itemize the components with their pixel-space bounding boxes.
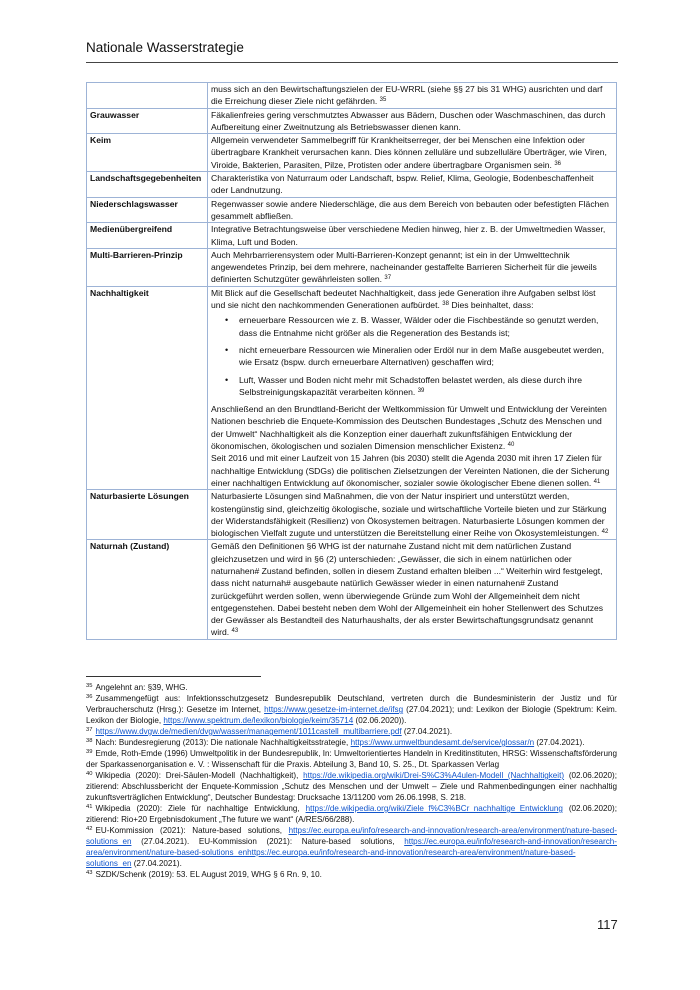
footnote-text: EU-Kommission (2021): Nature-based solutions, [95, 826, 289, 835]
glossary-table [86, 82, 617, 640]
footnote [86, 869, 617, 880]
glossary-row [87, 108, 617, 134]
footnote-text: (02.06.2020); zitierend: Abschlussbericht der Enquete-Kommission „Schutz des Menschen und der Umwelt – Ziele und Rahmenbedingungen einer nachhaltig zukunftsverträglichen Entwicklung“, Deutscher Bundestag: Drucksache 13/11200 vom 26.06.1998, S. 218. [86, 771, 617, 802]
definition-paragraph [211, 287, 612, 312]
glossary-row-nachhaltigkeit [87, 286, 617, 489]
footnote [86, 726, 617, 737]
glossary-term: Multi-Barrieren-Prinzip [87, 248, 208, 286]
footnote-text: (27.04.2021). EU-Kommission (2021): Nature-based solutions, [131, 837, 405, 846]
brundtland-text: Anschließend an den Brundtland-Bericht der Weltkommission für Umwelt und Entwicklung der Vereinten Nationen beschrieb die Enquete-Kommission des Deutschen Bundestages „Schutz des Menschen und der Umwelt“ Nachhaltigkeit als die Konzeption einer dauerhaft zukunftsfähigen Entwicklung der ökonomischen, ökologischen und sozialen Dimension menschlicher Existenz. [211, 404, 607, 452]
bullet-text: erneuerbare Ressourcen wie z. B. Wasser, Wälder oder die Fischbestände so genutzt werden, dass die Entnahme nicht größer als die Regeneration des Bestands ist; [239, 315, 599, 338]
footnote-text: Wikipedia (2020): Ziele für nachhaltige Entwicklung, [95, 804, 306, 813]
brundtland-footnote-ref: 40 [507, 442, 515, 449]
footnote-number: 41 [86, 804, 93, 810]
bullet-list [211, 314, 612, 398]
footnote-text: (02.06.2020); zitierend: Rio+20 Ergebnisdokument „The future we want“ (A/RES/66/288). [86, 804, 617, 824]
footnote-number: 39 [86, 749, 93, 755]
definition-text: Gemäß den Definitionen §6 WHG ist der naturnahe Zustand nicht mit dem natürlichen Zustand gleichzusetzen und wird in §6 (2) unterschieden: „Gewässer, die sich in einem natürlichen oder naturnahen# Zustand befinden, sollen in diesem Zustand erhalten bleiben ...“ Weiterhin wird festgelegt, dass nicht naturnah# ausgebaute natürlich Gewässer wieder in einen naturnahen# Zustand zurückgeführt werden sollen, wenn überwiegende Gründe zum Wohl der Allgemeinheit dem nicht entgegenstehen. Dabei besteht neben dem Wohl der Allgemeinheit ein hoher Stellenwert des Schutzes der Gewässer als Bestandteil des Naturhaushalts, der als erster Bewirtschaftungsgrundsatz genannt wird. [211, 541, 604, 638]
page-header-title: Nationale Wasserstrategie [86, 40, 244, 55]
definition-text: Naturbasierte Lösungen sind Maßnahmen, die von der Natur inspiriert und unterstützt werden, kostengünstig sind, gleichzeitig ökologische, soziale und wirtschaftliche Vorteile bieten und zur Stärkung der Widerstandsfähigkeit (Resilienz) von Ökosystemen beitragen. Naturbasierte Lösungen kommen der biologischen Vielfalt zugute und unterstützen die Bereitstellung einer Reihe von Ökosystemleistungen. [211, 491, 607, 539]
footnote-text: (27.04.2021). [534, 738, 585, 747]
footnote-link[interactable]: https://www.umweltbundesamt.de/service/glossar/n [350, 738, 535, 747]
footnote-text: Wikipedia (2020): Drei-Säulen-Modell (Nachhaltigkeit), [95, 771, 304, 780]
intro-footnote-ref: 38 [442, 301, 449, 308]
definition-footnote-ref: 35 [379, 97, 387, 104]
footnote-link[interactable]: https://www.dvgw.de/medien/dvgw/wasser/management/1011castell_multibarriere.pdf [95, 727, 402, 736]
glossary-term [87, 83, 208, 109]
definition-text: Allgemein verwendeter Sammelbegriff für Krankheitserreger, der bei Menschen eine Infektion oder übertragbare Krankheit verursachen kann. Dies können zelluläre und subzelluläre Überträger, wie Viren, Viroide, Bakterien, Parasiten, Pilze, Protisten oder andere übertragbare Organismen sein. [211, 135, 607, 170]
glossary-definition [208, 108, 617, 134]
footnote [86, 770, 617, 803]
footnote [86, 825, 617, 869]
footnote-link[interactable]: https://ec.europa.eu/info/research-and-innovation/research-area/environment/nature-based-solutions_en [86, 826, 617, 846]
footnote-number: 38 [86, 738, 93, 744]
footnotes [86, 682, 617, 880]
page-number: 117 [597, 917, 618, 932]
footnote-divider [86, 676, 261, 677]
definition-text: Fäkalienfreies gering verschmutztes Abwasser aus Bädern, Duschen oder Waschmaschinen, das durch Aufbereitung einer Zweitnutzung als Betriebswasser dienen kann. [211, 109, 606, 132]
glossary-row [87, 223, 617, 249]
glossary-term: Keim [87, 134, 208, 172]
bullet-text: Luft, Wasser und Boden nicht mehr mit Schadstoffen belastet werden, als diese durch ihre Selbstreinigungskapazität verarbeiten können. [239, 374, 582, 397]
footnote [86, 737, 617, 748]
footnote-number: 36 [86, 694, 93, 700]
definition-footnote-ref: 43 [231, 628, 239, 635]
footnote-text: SZDK/Schenk (2019): 53. EL August 2019, WHG § 6 Rn. 9, 10. [95, 870, 322, 879]
glossary-row [87, 248, 617, 286]
glossary-row [87, 134, 617, 172]
footnote-text: Emde, Roth-Emde (1996) Umweltpolitik in der Bundesrepublik, In: Umweltorientiertes Handeln in Kreditinstituten, HRSG: Wissenschaftsförderung der Sparkassenorganisation e. V. : Wissenschaft für die Praxis. Abteilung 3, Band 10, S. 25., Dt. Sparkassen Verlag [86, 749, 617, 769]
glossary-term: Niederschlagswasser [87, 197, 208, 223]
footnote-text: (27.04.2021); und: Lexikon der Biologie (Spektrum: Keim. Lexikon der Biologie, [86, 705, 617, 725]
definition-paragraph [211, 452, 612, 489]
intro-text: Mit Blick auf die Gesellschaft bedeutet Nachhaltigkeit, dass jede Generation ihre Aufgaben selbst löst und sie nicht den nachkommenden Generationen aufbürdet. [211, 287, 596, 311]
glossary-term: Naturbasierte Lösungen [87, 490, 208, 540]
footnote [86, 682, 617, 693]
footnote-link[interactable]: https://www.gesetze-im-internet.de/ifsg [264, 705, 404, 714]
glossary-term: Grauwasser [87, 108, 208, 134]
footnote-text: (02.06.2020)). [353, 716, 407, 725]
bullet-item [211, 314, 612, 339]
footnote-link[interactable]: https://ec.europa.eu/info/research-and-innovation/research-area/environment/nature-based-solutions_enhttps://ec.europa.eu/info/research-and-innovation/research-area/environment/nature-based-solutions_en [86, 837, 617, 868]
glossary-term: Naturnah (Zustand) [87, 540, 208, 639]
glossary-definition [208, 248, 617, 286]
glossary-row [87, 172, 617, 198]
definition-text: Integrative Betrachtungsweise über verschiedene Medien hinweg, hier z. B. der Umweltmedien Wasser, Klima, Luft und Boden. [211, 224, 606, 247]
definition-text: Charakteristika von Naturraum oder Landschaft, bspw. Relief, Klima, Geologie, Bodenbeschaffenheit oder Landnutzung. [211, 173, 594, 196]
glossary-term: Landschaftsgegebenheiten [87, 172, 208, 198]
bullet-footnote-ref: 39 [417, 387, 425, 394]
glossary-row [87, 83, 617, 109]
definition-footnote-ref: 37 [384, 275, 392, 282]
footnote-number: 42 [86, 826, 93, 832]
glossary-definition [208, 83, 617, 109]
definition-text: Auch Mehrbarrierensystem oder Multi-Barrieren-Konzept genannt; ist ein in der Umwelttechnik angewendetes Prinzip, bei dem mehrere, nacheinander gestaffelte Barrieren Sicherheit für die jeweils definierten Schutzgüter gewährleisten sollen. [211, 249, 597, 285]
footnote-link[interactable]: https://de.wikipedia.org/wiki/Ziele_f%C3%BCr_nachhaltige_Entwicklung [305, 804, 563, 813]
glossary-definition [208, 172, 617, 198]
glossary-row [87, 490, 617, 540]
glossary-row [87, 540, 617, 639]
definition-footnote-ref: 36 [554, 160, 561, 167]
intro-continuation: Dies beinhaltet, dass: [451, 300, 534, 311]
footnote-number: 43 [86, 870, 93, 876]
definition-footnote-ref: 42 [601, 529, 609, 536]
definition-text: Regenwasser sowie andere Niederschläge, die aus dem Bereich von bebauten oder befestigten Flächen gesammelt abfließen. [211, 198, 609, 221]
glossary-definition [208, 134, 617, 172]
footnote-text: Angelehnt an: §39, WHG. [95, 683, 188, 692]
footnote [86, 693, 617, 726]
definition-text: muss sich an den Bewirtschaftungszielen der EU-WRRL (siehe §§ 27 bis 31 WHG) ausrichten und darf die Erreichung dieser Ziele nicht gefährden. [211, 84, 603, 107]
footnote-text: Zusammengefügt aus: Infektionsschutzgesetz Bundesrepublik Deutschland, vertreten durch die Bundesministerin der Justiz und für Verbraucherschutz (Hrsg.): Gesetze im Internet, [86, 694, 617, 714]
bullet-text: nicht erneuerbare Ressourcen wie Mineralien oder Erdöl nur in dem Maße ausgebeutet werden, wie Ersatz (bspw. durch erneuerbare Alternativen) geschaffen wird; [239, 344, 604, 368]
footnote-number: 40 [86, 771, 93, 777]
agenda-text: Seit 2016 und mit einer Laufzeit von 15 Jahren (bis 2030) stellt die Agenda 2030 mit ihren 17 Zielen für nachhaltige Entwicklung (SDGs) die politischen Zielsetzungen der Vereinten Nationen, die der Sicherung einer nachhaltigen Entwicklung auf ökonomischer, sozialer sowie ökologischer Ebene dienen sollen. [211, 453, 610, 488]
glossary-row [87, 197, 617, 223]
agenda-footnote-ref: 41 [593, 478, 601, 485]
footnote-text: Nach: Bundesregierung (2013): Die nationale Nachhaltigkeitsstrategie, [95, 738, 351, 747]
bullet-item [211, 344, 612, 369]
footnote-text: (27.04.2021). [401, 727, 453, 736]
footnote-number: 37 [86, 727, 93, 733]
header-divider [86, 62, 618, 63]
footnote [86, 748, 617, 770]
glossary-term: Medienübergreifend [87, 223, 208, 249]
footnote-link[interactable]: https://www.spektrum.de/lexikon/biologie/keim/35714 [163, 716, 354, 725]
definition-paragraph [211, 403, 612, 452]
bullet-item [211, 374, 612, 399]
footnote-link[interactable]: https://de.wikipedia.org/wiki/Drei-S%C3%A4ulen-Modell_(Nachhaltigkeit) [303, 771, 565, 780]
glossary-definition [208, 286, 617, 489]
glossary-definition [208, 490, 617, 540]
glossary-definition [208, 197, 617, 223]
footnote-number: 35 [86, 683, 93, 689]
glossary-definition [208, 540, 617, 639]
glossary-term: Nachhaltigkeit [87, 286, 208, 489]
footnote-text: (27.04.2021). [131, 859, 182, 868]
footnote [86, 803, 617, 825]
glossary-definition [208, 223, 617, 249]
